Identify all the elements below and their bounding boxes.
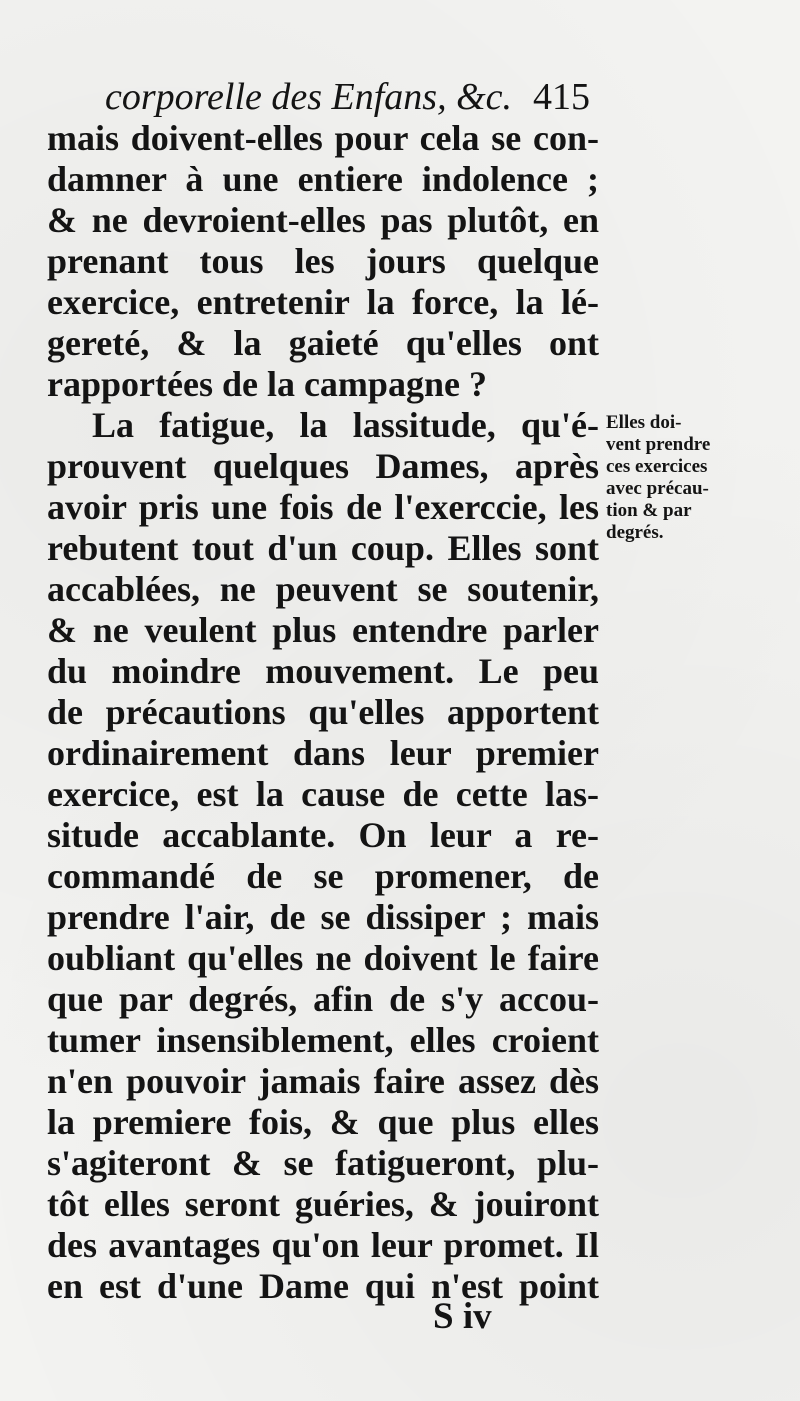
main-text xyxy=(47,118,599,1307)
margin-note xyxy=(606,412,756,544)
text-line: ordinairement dans leur premier xyxy=(47,733,599,773)
text-line: accablées, ne peuvent se soutenir, xyxy=(47,569,599,609)
running-title: corporelle des Enfans, &c. xyxy=(105,76,513,118)
text-line: des avantages qu'on leur promet. Il xyxy=(47,1225,599,1265)
running-header xyxy=(105,72,605,122)
margin-note-line: ces exercices xyxy=(606,456,708,477)
page-number: 415 xyxy=(533,76,590,118)
text-line: avoir pris une fois de l'exerccie, les xyxy=(47,487,599,527)
margin-note-line: degrés. xyxy=(606,522,664,543)
text-line: tôt elles seront guéries, & jouiront xyxy=(47,1184,599,1224)
text-line: situde accablante. On leur a re- xyxy=(47,815,599,855)
signature-mark: S iv xyxy=(433,1296,492,1337)
text-line: prenant tous les jours quelque xyxy=(47,241,599,281)
text-line: rebutent tout d'un coup. Elles sont xyxy=(47,528,599,568)
text-line: rapportées de la campagne ? xyxy=(47,364,487,404)
text-line: prouvent quelques Dames, après xyxy=(47,446,599,486)
text-line: du moindre mouvement. Le peu xyxy=(47,651,599,691)
text-line: gereté, & la gaieté qu'elles ont xyxy=(47,323,599,363)
text-line: & ne veulent plus entendre parler xyxy=(47,610,599,650)
text-line: s'agiteront & se fatigueront, plu- xyxy=(47,1143,599,1183)
text-line: que par degrés, afin de s'y accou- xyxy=(47,979,599,1019)
text-line: de précautions qu'elles apportent xyxy=(47,692,599,732)
margin-note-line: vent prendre xyxy=(606,434,711,455)
text-line: en est d'une Dame qui n'est point xyxy=(47,1266,599,1306)
text-line: exercice, est la cause de cette las- xyxy=(47,774,599,814)
text-line: & ne devroient-elles pas plutôt, en xyxy=(47,200,599,240)
text-line: oubliant qu'elles ne doivent le faire xyxy=(47,938,599,978)
text-line: la premiere fois, & que plus elles xyxy=(47,1102,599,1142)
text-line: mais doivent-elles pour cela se con- xyxy=(47,118,599,158)
text-line: damner à une entiere indolence ; xyxy=(47,159,599,199)
margin-note-line: avec précau- xyxy=(606,478,709,499)
text-line: n'en pouvoir jamais faire assez dès xyxy=(47,1061,599,1101)
text-line: tumer insensiblement, elles croient xyxy=(47,1020,599,1060)
margin-note-line: tion & par xyxy=(606,500,692,521)
margin-note-line: Elles doi- xyxy=(606,412,682,433)
text-line: prendre l'air, de se dissiper ; mais xyxy=(47,897,599,937)
text-line: commandé de se promener, de xyxy=(47,856,599,896)
text-line: La fatigue, la lassitude, qu'é- xyxy=(92,405,599,445)
text-line: exercice, entretenir la force, la lé- xyxy=(47,282,599,322)
